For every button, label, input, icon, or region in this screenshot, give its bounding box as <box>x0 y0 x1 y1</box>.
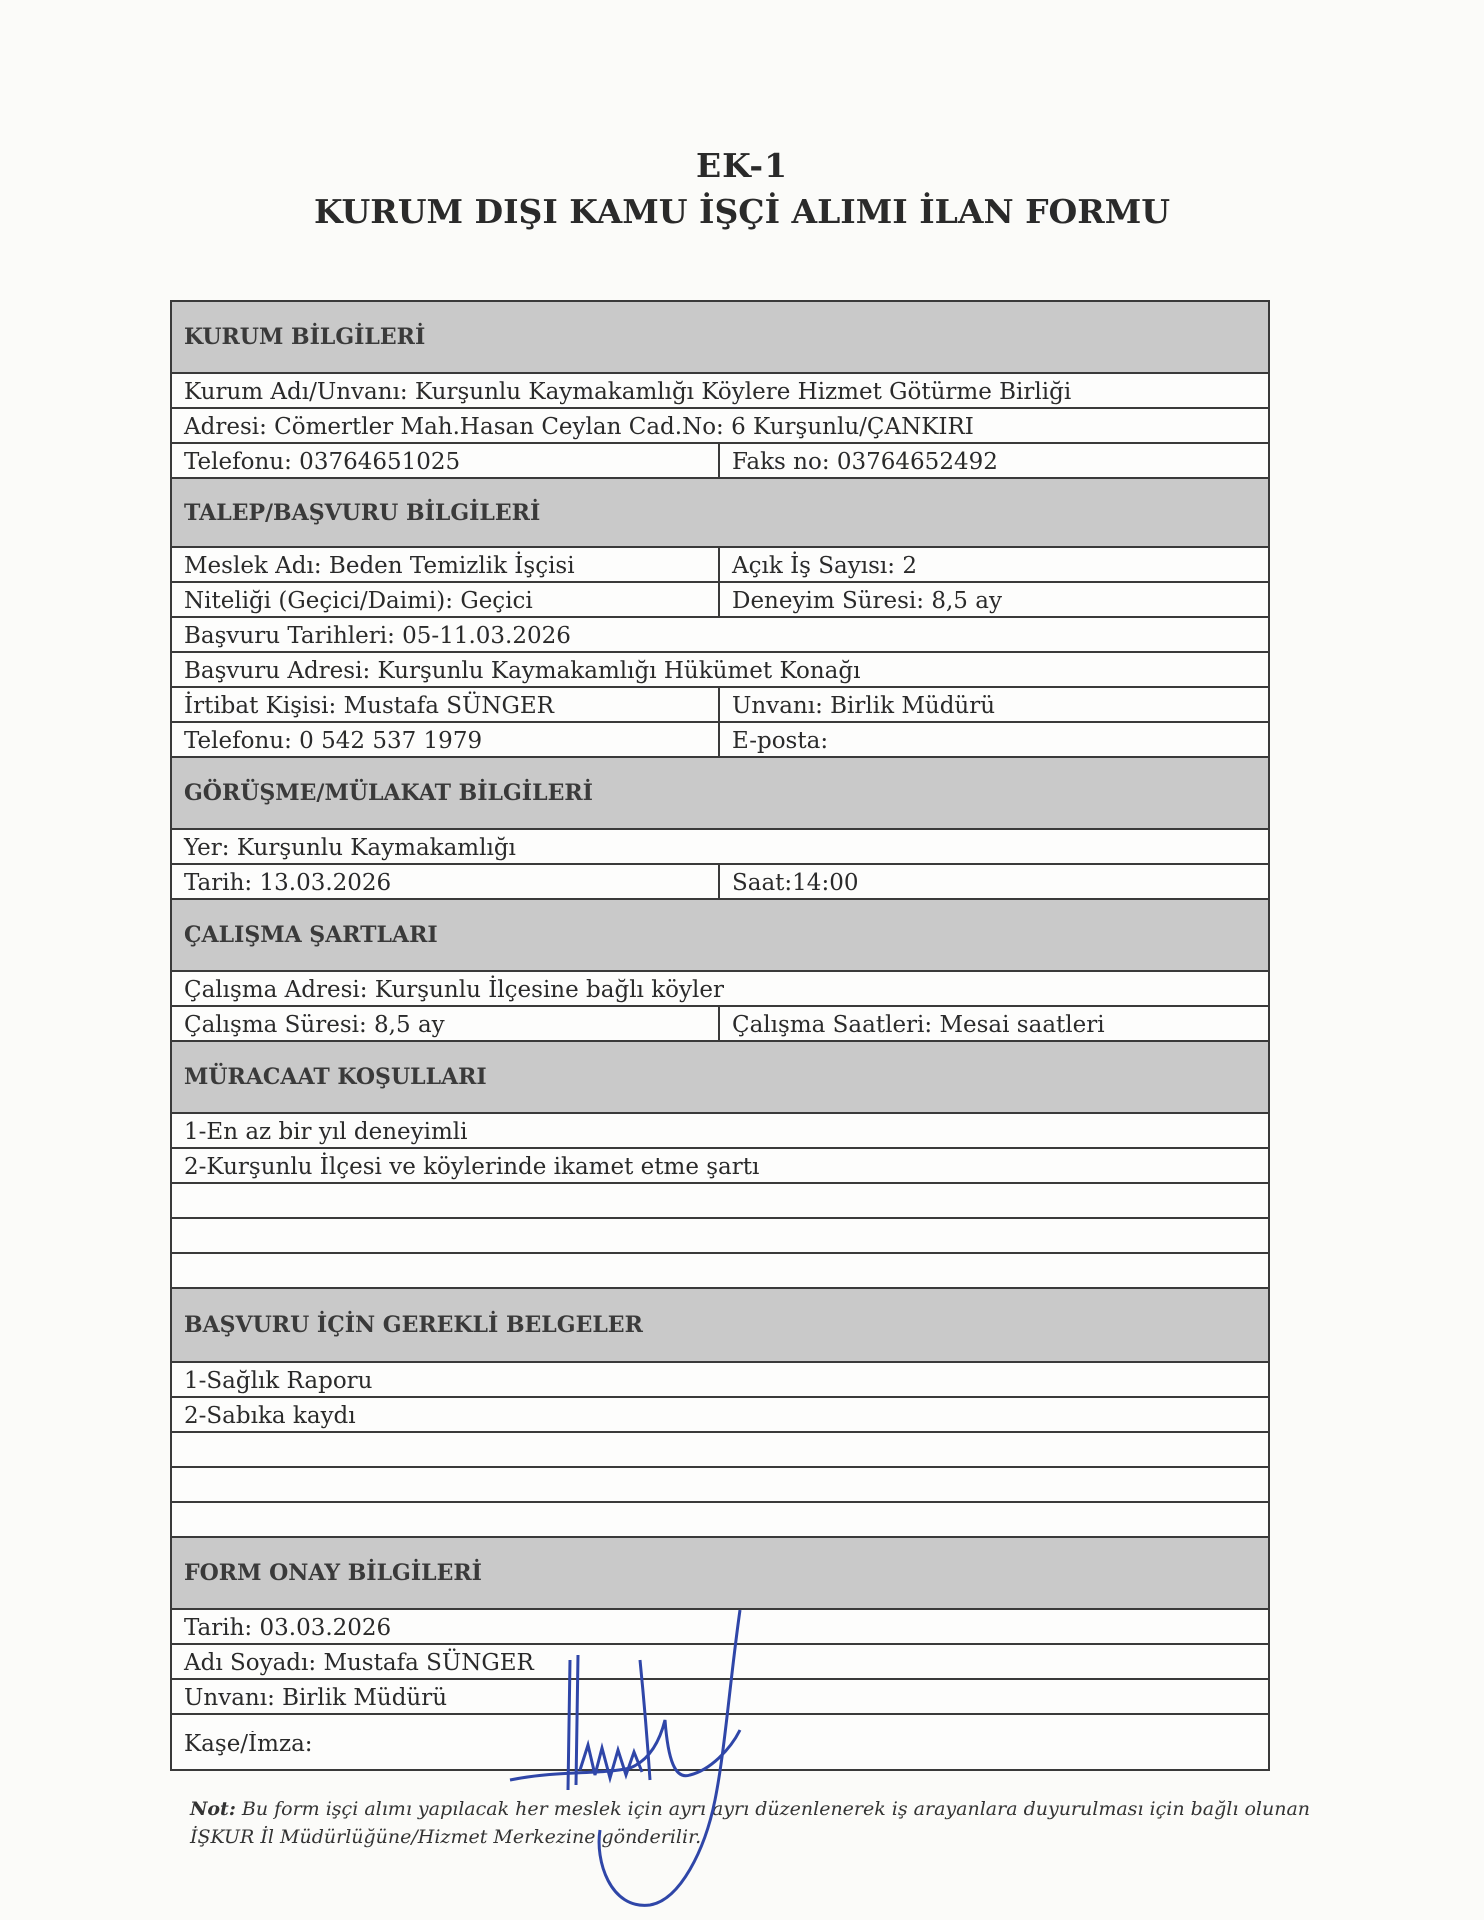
gorusme-saat: Saat:14:00 <box>732 870 859 896</box>
kurum-adres: Adresi: Cömertler Mah.Hasan Ceylan Cad.No: 6 Kurşunlu/ÇANKIRI <box>184 414 974 440</box>
talep-eposta: E-posta: <box>732 728 829 754</box>
talep-header: TALEP/BAŞVURU BİLGİLERİ <box>170 477 1270 546</box>
belgeler-item: 1-Sağlık Raporu <box>184 1368 373 1394</box>
muracaat-empty-row <box>172 1219 1268 1252</box>
muracaat-item: 2-Kurşunlu İlçesi ve köylerinde ikamet etme şartı <box>184 1154 760 1180</box>
title-line-2: KURUM DIŞI KAMU İŞÇİ ALIMI İLAN FORMU <box>313 192 1171 231</box>
footnote-label: Not: <box>190 1798 236 1820</box>
talep-unvan: Unvanı: Birlik Müdürü <box>732 693 996 719</box>
form-table <box>170 300 1270 1771</box>
kurum-header: KURUM BİLGİLERİ <box>170 300 1270 372</box>
calisma-sure: Çalışma Süresi: 8,5 ay <box>172 1007 720 1040</box>
kurum-faks: Faks no: 03764652492 <box>732 449 998 475</box>
talep-tarihler: Başvuru Tarihleri: 05-11.03.2026 <box>184 623 571 649</box>
calisma-adres: Çalışma Adresi: Kurşunlu İlçesine bağlı köyler <box>184 977 724 1003</box>
onay-unvan: Unvanı: Birlik Müdürü <box>184 1685 448 1711</box>
kurum-telefon: Telefonu: 03764651025 <box>172 444 720 477</box>
muracaat-item: 1-En az bir yıl deneyimli <box>184 1119 468 1145</box>
talep-adres: Başvuru Adresi: Kurşunlu Kaymakamlığı Hükümet Konağı <box>184 658 861 684</box>
talep-meslek: Meslek Adı: Beden Temizlik İşçisi <box>172 548 720 581</box>
muracaat-header: MÜRACAAT KOŞULLARI <box>170 1040 1270 1112</box>
title-line-1: EK-1 <box>695 146 789 185</box>
calisma-saatler: Çalışma Saatleri: Mesai saatleri <box>732 1012 1105 1038</box>
kurum-adi: Kurum Adı/Unvanı: Kurşunlu Kaymakamlığı Köylere Hizmet Götürme Birliği <box>184 379 1072 405</box>
calisma-header: ÇALIŞMA ŞARTLARI <box>170 898 1270 970</box>
gorusme-yer: Yer: Kurşunlu Kaymakamlığı <box>184 835 516 861</box>
muracaat-empty-row <box>172 1184 1268 1217</box>
gorusme-header: GÖRÜŞME/MÜLAKAT BİLGİLERİ <box>170 756 1270 828</box>
talep-irtibat: İrtibat Kişisi: Mustafa SÜNGER <box>172 688 720 721</box>
belgeler-empty-row <box>172 1503 1268 1536</box>
signature-image <box>500 1600 800 1920</box>
onay-header: FORM ONAY BİLGİLERİ <box>170 1536 1270 1608</box>
talep-acik-is: Açık İş Sayısı: 2 <box>732 553 917 579</box>
talep-niteligi: Niteliği (Geçici/Daimi): Geçici <box>172 583 720 616</box>
muracaat-empty-row <box>172 1254 1268 1287</box>
onay-kase: Kaşe/İmza: <box>184 1731 313 1757</box>
belgeler-item: 2-Sabıka kaydı <box>184 1403 356 1429</box>
belgeler-header: BAŞVURU İÇİN GEREKLİ BELGELER <box>170 1287 1270 1361</box>
belgeler-empty-row <box>172 1468 1268 1501</box>
footnote-text: Bu form işçi alımı yapılacak her meslek için ayrı ayrı düzenlenerek iş arayanlara duyurulması için bağlı olunan İŞKUR İl Müdürlüğüne/Hizmet Merkezine gönderilir. <box>190 1798 1311 1848</box>
talep-telefon: Telefonu: 0 542 537 1979 <box>172 723 720 756</box>
talep-deneyim: Deneyim Süresi: 8,5 ay <box>732 588 1002 614</box>
onay-tarih: Tarih: 03.03.2026 <box>184 1615 392 1641</box>
gorusme-tarih: Tarih: 13.03.2026 <box>172 865 720 898</box>
onay-adi: Adı Soyadı: Mustafa SÜNGER <box>184 1650 534 1676</box>
belgeler-empty-row <box>172 1433 1268 1466</box>
